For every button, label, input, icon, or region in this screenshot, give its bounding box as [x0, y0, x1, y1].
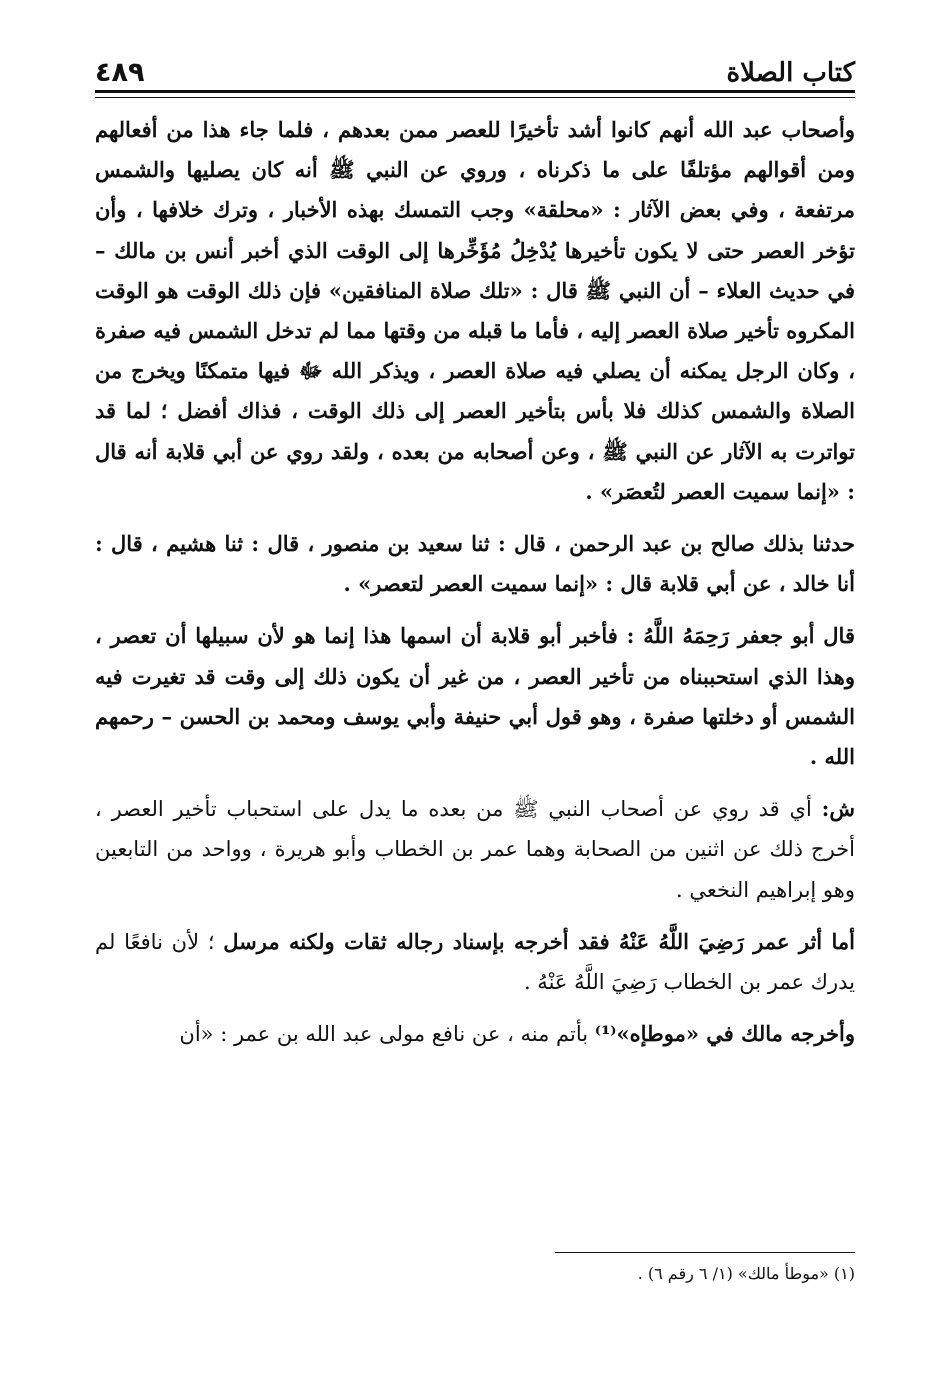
page-body — [95, 110, 855, 1066]
paragraph-5-lead: أما أثر عمر رَضِيَ اللَّهُ عَنْهُ فقد أخرجه بإسناد رجاله ثقات ولكنه مرسل — [223, 928, 856, 954]
paragraph-4-text: أي قد روي عن أصحاب النبي ﷺ من بعده ما يدل على استحباب تأخير العصر ، أخرج ذلك عن اثنين من الصحابة وهما عمر بن الخطاب وأبو هريرة ، وواحد من التابعين وهو إبراهيم النخعي . — [95, 797, 855, 902]
paragraph-6 — [95, 1014, 855, 1054]
paragraph-6-lead: وأخرجه مالك في «موطإه»⁽¹⁾ — [594, 1021, 855, 1047]
header-rule-thin — [95, 97, 855, 98]
page-number: ٤٨٩ — [95, 57, 145, 88]
paragraph-3: قال أبو جعفر رَحِمَهُ اللَّهُ : فأخبر أبو قلابة أن اسمها هذا إنما هو لأن سبيلها أن تعصر ، وهذا الذي استحببناه من تأخير العصر ، من غير أن يكون ذلك إلى وقت قد تغيرت فيه الشمس أو دخلتها صفرة ، وهو قول أبي حنيفة وأبي يوسف ومحمد بن الحسن – رحمهم الله . — [95, 623, 855, 770]
page-header — [95, 40, 855, 88]
running-title: كتاب الصلاة — [726, 58, 855, 88]
footnote: (١) «موطأ مالك» (١/ ٦ رقم ٦) . — [637, 1264, 855, 1283]
header-rule-thick — [95, 90, 855, 93]
paragraph-2: حدثنا بذلك صالح بن عبد الرحمن ، قال : ثنا سعيد بن منصور ، قال : ثنا هشيم ، قال : أنا خالد ، عن أبي قلابة قال : «إنما سميت العصر لتعصر» . — [95, 531, 855, 597]
footnote-separator — [555, 1252, 855, 1253]
paragraph-6-text: بأتم منه ، عن نافع مولى عبد الله بن عمر : «أن — [179, 1022, 595, 1047]
paragraph-1: وأصحاب عبد الله أنهم كانوا أشد تأخيرًا للعصر ممن بعدهم ، فلما جاء هذا من أفعالهم ومن أقوالهم مؤتلفًا على ما ذكرناه ، وروي عن النبي ﷺ أنه كان يصليها والشمس مرتفعة ، وفي بعض الآثار : «محلقة» وجب التمسك بهذه الأخبار ، وترك خلافها ، وأن تؤخر العصر حتى لا يكون تأخيرها يُدْخِلُ مُؤَخِّرها إلى الوقت الذي أخبر أنس بن مالك – في حديث العلاء – أن النبي ﷺ قال : «تلك صلاة المنافقين» فإن ذلك الوقت هو الوقت المكروه تأخير صلاة العصر إليه ، فأما ما قبله من وقتها مما لم تدخل الشمس فيه صفرة ، وكان الرجل يمكنه أن يصلي فيه صلاة العصر ، ويذكر الله ﷻ فيها متمكنًا ويخرج من الصلاة والشمس كذلك فلا بأس بتأخير العصر إلى ذلك الوقت ، فذاك أفضل ؛ لما قد تواترت به الآثار عن النبي ﷺ ، وعن أصحابه من بعده ، ولقد روي عن أبي قلابة أنه قال : «إنما سميت العصر لتُعصَر» . — [95, 117, 855, 504]
paragraph-5 — [95, 922, 855, 1002]
paragraph-4-lead: ش: — [821, 796, 855, 822]
paragraph-4 — [95, 789, 855, 910]
paragraph-5-text: ؛ لأن نافعًا لم يدرك عمر بن الخطاب رَضِيَ اللَّهُ عَنْهُ . — [95, 929, 855, 995]
